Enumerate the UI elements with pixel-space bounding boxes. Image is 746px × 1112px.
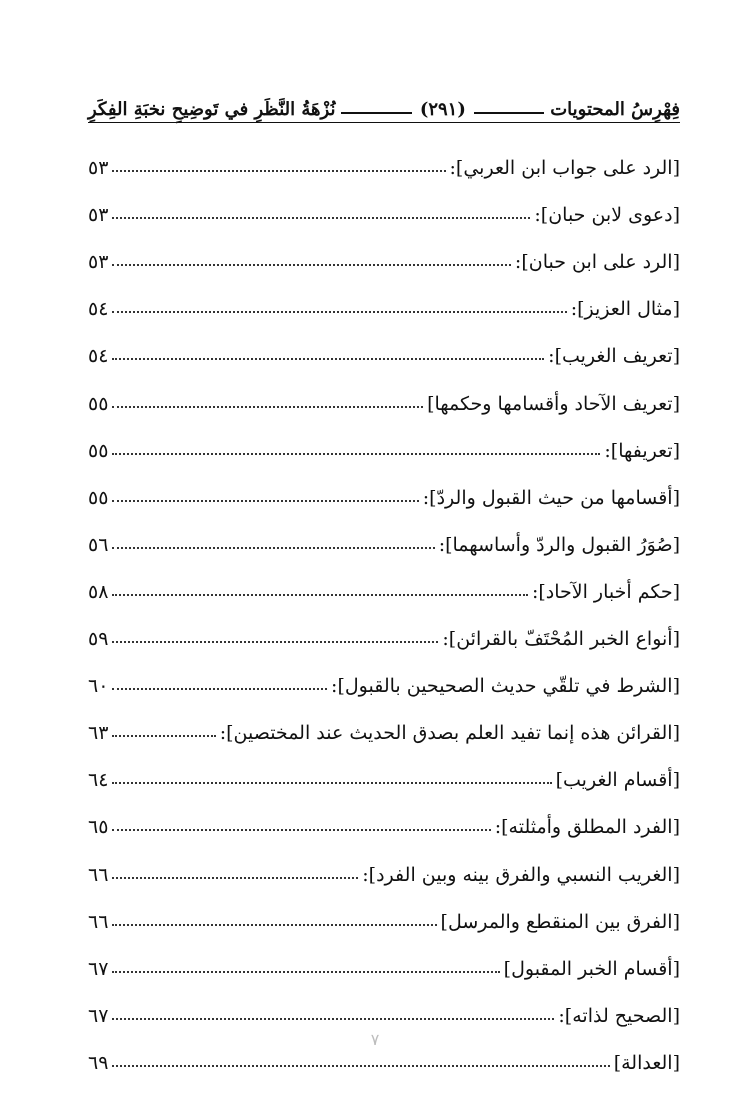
dot-leader [112,735,215,737]
toc-entry [88,603,680,650]
toc-entry-title: [تعريف الآحاد وأقسامها وحكمها] [427,392,680,415]
toc-entry-title: [الغريب النسبي والفرق بينه وبين الفرد]: [362,863,680,886]
toc-entry-title: [أقسام الخبر المقبول] [503,957,680,980]
toc-entry-title: [أنواع الخبر المُحْتَفّ بالقرائن]: [442,628,680,651]
toc-entry [88,415,680,462]
toc-entry-title: [العدالة] [613,1051,680,1074]
header-underline [88,122,680,123]
toc-entry [88,980,680,1027]
toc-entry [88,462,680,509]
toc-entry-title: [أقسام الغريب] [555,769,680,792]
toc-entry-page: ٦٣ [88,722,109,745]
toc-entry-page: ٦٦ [88,863,109,886]
toc-entry [88,650,680,697]
toc-entry-page: ٥٣ [88,204,109,227]
dot-leader [112,594,528,596]
dot-leader [112,688,327,690]
toc-entry-page: ٦٤ [88,769,109,792]
toc-entry [88,320,680,367]
header-page-number: (٢٩١) [419,99,466,120]
header-left-title: نُزْهَةُ النَّظَرِ في تَوضِيحِ نخبَةِ الفِكَرِ [88,99,336,120]
toc-entry-title: [الرد على ابن حبان]: [514,251,680,274]
toc-entry-title: [صُوَرُ القبول والردّ وأساسهما]: [438,533,680,556]
toc-entry-page: ٦٩ [88,1051,109,1074]
toc-entry-title: [الفرق بين المنقطع والمرسل] [440,910,680,933]
dot-leader [112,924,436,926]
toc-entry-title: [دعوى لابن حبان]: [534,204,680,227]
dot-leader [112,406,423,408]
toc-entry-page: ٥٦ [88,533,109,556]
toc-entry-page: ٦٧ [88,1004,109,1027]
toc-entry-page: ٥٤ [88,298,109,321]
dot-leader [112,217,530,219]
header-right-title: فِهْرِسُ المحتويات [550,99,680,120]
dot-leader [112,782,551,784]
toc-entry-title: [الصحيح لذاته]: [558,1004,680,1027]
toc-entry [88,179,680,226]
toc-entry-page: ٥٥ [88,392,109,415]
toc-entry-page: ٥٣ [88,251,109,274]
toc-entry-title: [الشرط في تلقّي حديث الصحيحين بالقبول]: [331,675,680,698]
dot-leader [112,547,434,549]
toc-entry [88,933,680,980]
toc-entry-title: [تعريفها]: [604,439,680,462]
toc-entry-page: ٦٠ [88,675,109,698]
toc-entry-title: [الفرد المطلق وأمثلته]: [494,816,680,839]
dot-leader [112,500,418,502]
toc-entry [88,556,680,603]
toc-entry-page: ٥٩ [88,628,109,651]
toc-entry-title: [تعريف الغريب]: [548,345,680,368]
toc-entry [88,838,680,885]
dot-leader [112,829,490,831]
dot-leader [112,453,600,455]
toc-entry [88,886,680,933]
toc-entry [88,273,680,320]
dot-leader [112,311,566,313]
dot-leader [112,358,544,360]
toc-entry-page: ٥٥ [88,486,109,509]
toc-entry-page: ٦٦ [88,910,109,933]
toc-entry-title: [القرائن هذه إنما تفيد العلم بصدق الحديث عند المختصين]: [219,722,680,745]
dot-leader [112,1065,609,1067]
toc-entry-title: [مثال العزيز]: [570,298,680,321]
dot-leader [112,170,445,172]
toc-entry [88,509,680,556]
dot-leader [112,877,358,879]
toc-entry-title: [حكم أخبار الآحاد]: [531,580,680,603]
toc-entry [88,744,680,791]
toc-entry-page: ٦٥ [88,816,109,839]
toc-entry [88,367,680,414]
dot-leader [112,1018,554,1020]
toc-entry [88,791,680,838]
toc-entry-page: ٥٨ [88,580,109,603]
toc-entry-page: ٥٣ [88,157,109,180]
dot-leader [112,971,499,973]
running-header [88,86,680,120]
footer-mark: ٧ [370,1030,380,1049]
toc-entry-page: ٦٧ [88,957,109,980]
header-rule-right [474,112,544,114]
dot-leader [112,641,438,643]
table-of-contents [88,132,680,1074]
toc-entry [88,226,680,273]
toc-entry-page: ٥٥ [88,439,109,462]
header-rule-left [341,112,411,114]
dot-leader [112,264,511,266]
toc-entry-page: ٥٤ [88,345,109,368]
toc-entry [88,697,680,744]
toc-entry-title: [أقسامها من حيث القبول والردّ]: [422,486,680,509]
toc-entry-title: [الرد على جواب ابن العربي]: [449,157,680,180]
toc-entry [88,132,680,179]
